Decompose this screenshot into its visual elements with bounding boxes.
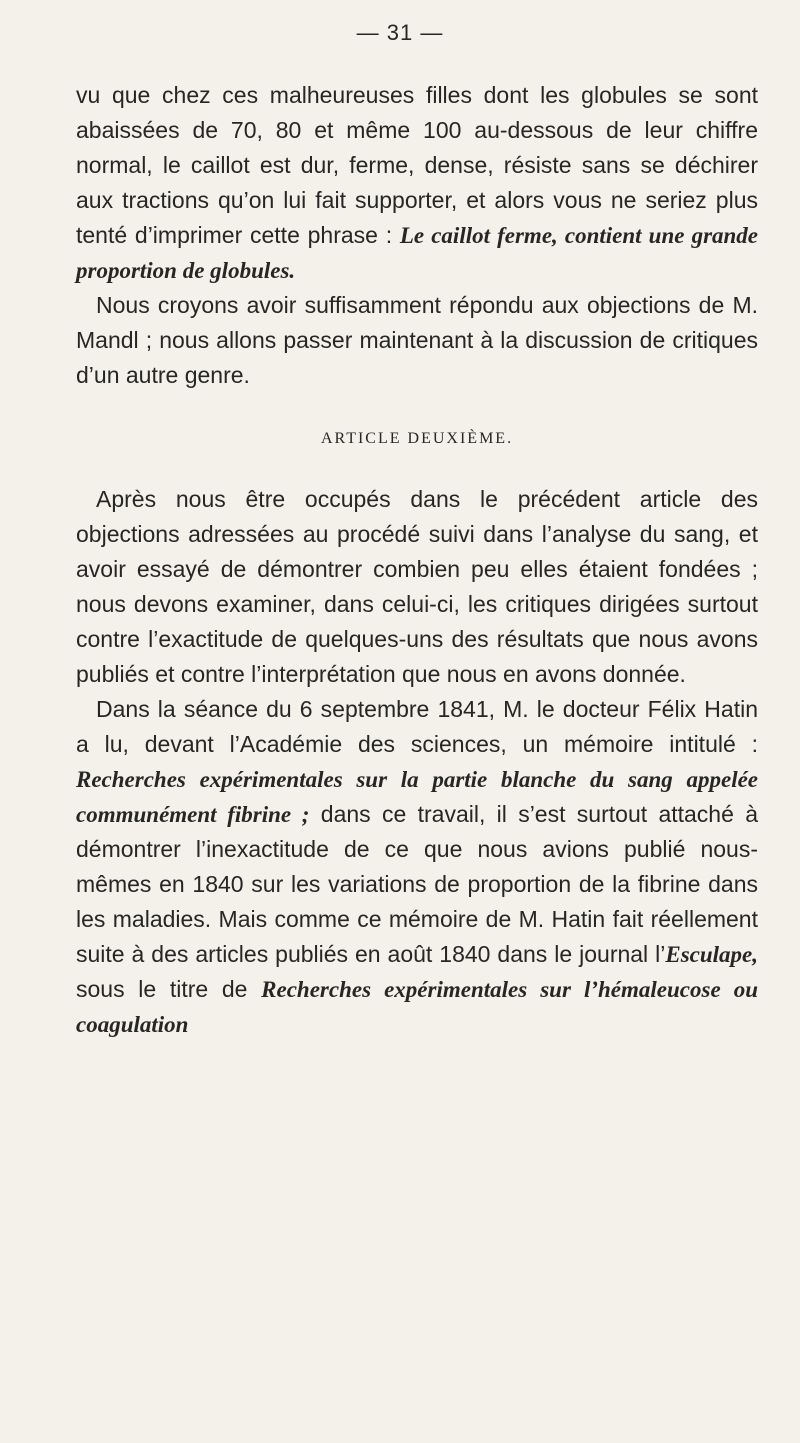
paragraph-4-text-a: Dans la séance du 6 septembre 1841, M. le docteur Félix Hatin a lu, devant l’Académie des sciences, un mémoire intitulé : (76, 696, 758, 757)
paragraph-1 (76, 78, 758, 288)
section-heading: ARTICLE DEUXIÈME. (320, 430, 514, 447)
paragraph-4-title: Recherches expérimentales sur la partie blanche du sang appelée communément fibrine ; (76, 767, 758, 827)
paragraph-4-text-b: dans ce travail, il s’est surtout attaché à démontrer l’inexactitude de ce que nous avions publié nous-mêmes en 1840 sur les variations de proportion de la fibrine dans les maladies. Mais comme ce mémoire de M. Hatin fait réellement suite à des articles publiés en août 1840 dans le journal l’ (76, 801, 758, 967)
paragraph-1-text: vu que chez ces malheureuses filles dont les globules se sont abaissées de 70, 80 et même 100 au-dessous de leur chiffre normal, le caillot est dur, ferme, dense, résiste sans se déchirer aux tractions qu’on lui fait supporter, et alors vous ne seriez plus tenté d’imprimer cette phrase : (76, 82, 758, 248)
body-text (76, 78, 758, 1042)
paragraph-3: Après nous être occupés dans le précédent article des objections adressées au procédé suivi dans l’analyse du sang, et avoir essayé de démontrer combien peu elles étaient fondées ; nous devons examiner, dans celui-ci, les critiques dirigées surtout contre l’exactitude de quelques-uns des résultats que nous avons publiés et contre l’interprétation que nous en avons donnée. (76, 486, 758, 687)
page-number: — 31 — (356, 20, 444, 45)
paragraph-4-text-c: sous le titre de (76, 976, 248, 1002)
paragraph-1-quote: Le caillot ferme, contient une grande proportion de globules. (76, 223, 759, 283)
paragraph-2: Nous croyons avoir suffisamment répondu aux objections de M. Mandl ; nous allons passer maintenant à la discussion de critiques d’un autre genre. (76, 292, 758, 388)
paragraph-4-title-2: Recherches expérimentales sur l’hémaleucose ou coagulation (76, 977, 758, 1037)
paragraph-4 (76, 692, 758, 1042)
paragraph-4-journal: Esculape, (665, 942, 758, 967)
